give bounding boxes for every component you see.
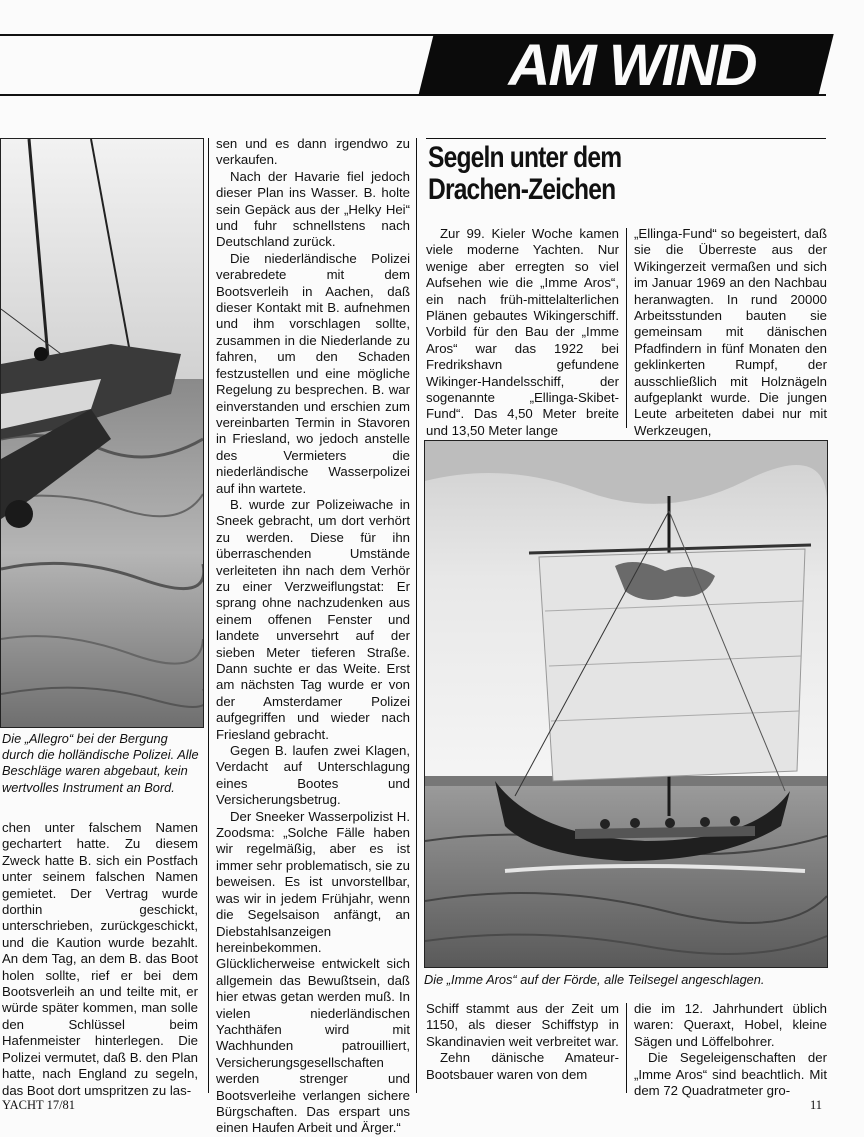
column-4-top-text: „Ellinga-Fund“ so begeistert, daß sie die Überreste aus der Wikingerzeit vermaßen und sich im Januar 1969 an den Nachbau heranwagten. In rund 20000 Arbeitsstunden bauten sie gemeinsam mit dänischen Pfadfindern in fünf Monaten den geklinkerten Rumpf, der ausschließlich mit Holznägeln aufgeplankt wurde. Die jungen Leute arbeiteten dabei nur mit Werkzeugen, [634,226,827,438]
column-3-bottom-paragraph-2: Zehn dänische Amateur-Bootsbauer waren von dem [426,1050,619,1082]
column-2-paragraph-1: sen und es dann irgendwo zu verkaufen. [216,136,410,168]
column-3-bottom [426,1001,619,1083]
column-2-paragraph-2: Nach der Havarie fiel jedoch dieser Plan ins Wasser. B. holte sein Gepäck aus der „Helky Hei“ und fuhr schnellstens nach Deutschland zurück. [216,168,410,250]
headline-top-rule [426,138,826,139]
column-divider-3 [626,228,627,428]
column-3-top [426,226,619,439]
column-2-paragraph-5: Gegen B. laufen zwei Klagen, Verdacht auf Unterschlagung eines Bootes und Versicherungsbetrug. [216,743,410,808]
ship-photo-image [425,441,827,967]
article-headline [428,142,756,206]
allegro-photo-caption: Die „Allegro“ bei der Bergung durch die holländische Polizei. Alle Beschläge waren abgebaut, kein wertvolles Instrument an Bord. [2,731,199,795]
column-4-bottom-paragraph-1: die im 12. Jahrhundert üblich waren: Queraxt, Hobel, kleine Sägen und Löffelbohrer. [634,1001,827,1049]
ship-photo-caption: Die „Imme Aros“ auf der Förde, alle Teilsegel angeschlagen. [424,972,765,987]
allegro-photo [0,138,204,728]
column-2 [216,136,410,1137]
column-1-bottom-text: chen unter falschem Namen gechartert hatte. Zu diesem Zweck hatte B. sich ein Postfach unter seinem falschen Namen gemietet. Der Vertrag wurde dorthin geschickt, unterschrieben, zurückgeschickt, und die Kaution wurde bezahlt. An dem Tag, an dem B. das Boot holen sollte, rief er bei dem Bootsverleih an und teilte mit, er würde später kommen, man solle den Schlüssel beim Hafenmeister hinterlegen. Die Polizei vermutet, daß B. den Plan hatte, nach England zu segeln, das Boot dort umspritzen zu las- [2,820,198,1098]
column-2-paragraph-6: Der Sneeker Wasserpolizist H. Zoodsma: „Solche Fälle haben wir regelmäßig, aber es ist immer sehr problematisch, sie zu beweisen. Es ist unvorstellbar, was wir in jedem Frühjahr, wenn die Segelsaison anfängt, an Diebstahlsanzeigen hereinbekommen. Glücklicherweise entwickelt sich allgemein das Bewußtsein, daß hier etwas getan werden muß. In vielen niederländischen Yachthäfen wird mit Wachhunden patrouilliert, Versicherungsgesellschaften werden strenger und Bootsverleihe verlangen sichere Bürgschaften. Das erspart uns einen Haufen Arbeit und Ärger.“ [216,808,410,1136]
masthead-title: AM WIND [508,32,756,98]
column-divider-4 [626,1003,627,1093]
column-3-top-text: Zur 99. Kieler Woche kamen viele moderne Yachten. Nur wenige aber erregten so viel Aufsehen wie die „Imme Aros“, ein nach früh-mittelalterlichen Plänen gebautes Wikingerschiff. Vorbild für den Bau der „Imme Aros“ war das 1922 bei Fredrikshavn gefundene Wikinger-Handelsschiff, der sogenannte „Ellinga-Skibet-Fund“. Das 4,50 Meter breite und 13,50 Meter lange [426,226,619,438]
column-divider-1 [208,138,209,1093]
column-divider-2 [416,138,417,1093]
page-number: 11 [810,1098,823,1112]
footer-publication: YACHT 17/81 [2,1098,76,1112]
column-4-top [634,226,827,439]
ship-photo [424,440,828,968]
column-1-bottom [2,820,198,1099]
headline-line-1: Segeln unter dem [428,141,622,174]
allegro-photo-image [1,139,203,727]
column-2-paragraph-3: Die niederländische Polizei verabredete mit dem Bootsverleih in Aachen, daß dieser Kontakt mit B. aufnehmen und ihm vorschlagen sollte, zusammen in die Niederlande zu fahren, um den Schaden festzustellen und eine mögliche Regelung zu besprechen. B. war einverstanden und erschien zum vereinbarten Termin in Stavoren in Friesland, wo jedoch anstelle des Vermieters die niederländische Wasserpolizei auf ihn wartete. [216,250,410,496]
column-4-bottom-paragraph-2: Die Segeleigenschaften der „Imme Aros“ sind beachtlich. Mit dem 72 Quadratmeter gro- [634,1050,827,1099]
column-4-bottom [634,1001,827,1099]
column-3-bottom-paragraph-1: Schiff stammt aus der Zeit um 1150, als dieser Schiffstyp in Skandinavien weit verbreitet war. [426,1001,619,1049]
headline-line-2: Drachen-Zeichen [428,173,616,206]
column-2-paragraph-4: B. wurde zur Polizeiwache in Sneek gebracht, um dort verhört zu werden. Diese für ihn überraschenden Umstände verleiteten ihn nach dem Verhör zu einer Verzweiflungstat: Er sprang ohne nachzudenken aus einem offenen Fenster und landete unversehrt auf der sieben Meter tieferen Straße. Dann suchte er das Weite. Erst am nächsten Tag wurde er von der Amsterdamer Polizei aufgegriffen und wieder nach Friesland gebracht. [216,496,410,742]
